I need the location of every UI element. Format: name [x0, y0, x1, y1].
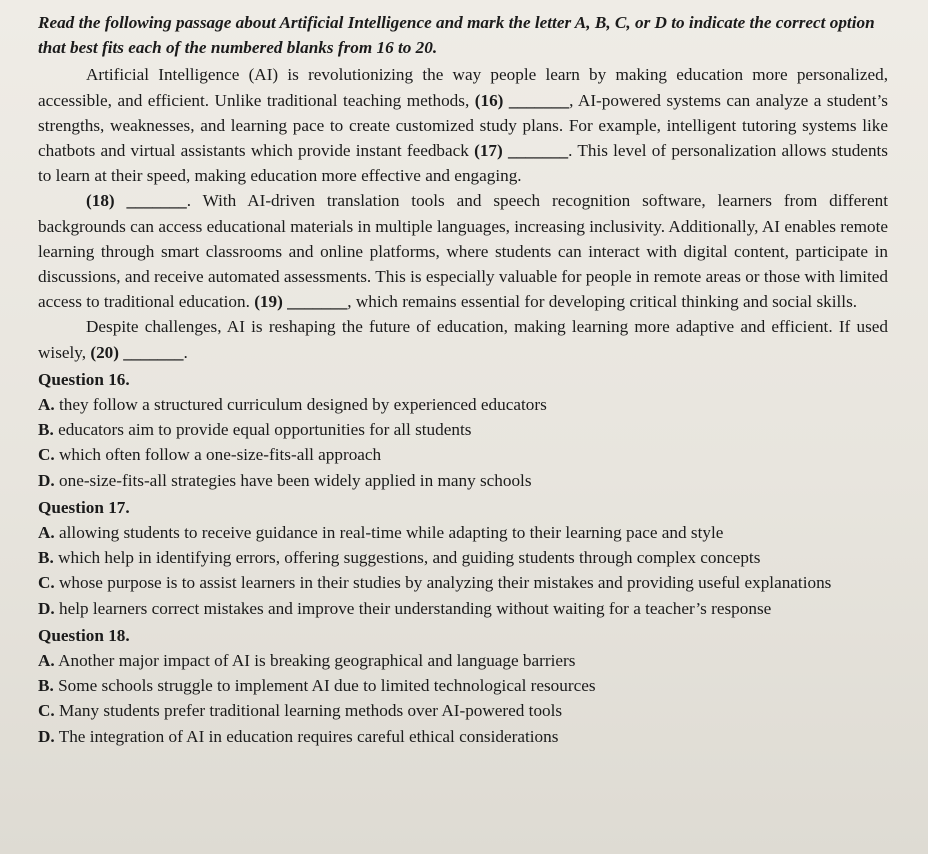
blank-19: (19) _______	[254, 292, 348, 312]
option-letter: B.	[38, 676, 54, 696]
blank-16: (16) _______	[474, 90, 570, 110]
option-c[interactable]	[38, 698, 888, 723]
passage-text: Despite challenges, AI is reshaping the future of education, making learning more adaptive and efficient. If used wisely,	[38, 317, 888, 362]
option-d[interactable]	[38, 468, 888, 493]
passage-text: . This level of personalization allows students to learn at their speed, making education more effective and engaging.	[38, 141, 888, 186]
option-letter: D.	[38, 726, 55, 746]
question-title: Question 18.	[38, 625, 130, 645]
blank-20: (20) _______	[90, 342, 184, 362]
option-a[interactable]	[38, 520, 888, 545]
option-letter: A.	[38, 651, 55, 671]
option-text: one-size-fits-all strategies have been widely applied in many schools	[59, 470, 532, 490]
option-text: Another major impact of AI is breaking geographical and language barriers	[58, 651, 576, 671]
passage-text: .	[183, 342, 188, 362]
option-letter: C.	[38, 445, 55, 465]
option-b[interactable]	[38, 673, 888, 698]
option-b[interactable]	[38, 545, 888, 570]
option-letter: A.	[38, 395, 55, 415]
option-text: Many students prefer traditional learning methods over AI-powered tools	[59, 701, 563, 721]
option-text: help learners correct mistakes and improve their understanding without waiting for a teacher’s response	[59, 598, 772, 618]
option-text: The integration of AI in education requires careful ethical considerations	[58, 726, 559, 746]
question-title: Question 16.	[38, 369, 130, 389]
passage-paragraph-3	[38, 314, 888, 364]
question-title: Question 17.	[38, 497, 130, 517]
option-text: they follow a structured curriculum designed by experienced educators	[59, 395, 547, 415]
instructions: Read the following passage about Artificial Intelligence and mark the letter A, B, C, or D to indicate the correct option that best fits each of the numbered blanks from 16 to 20.	[38, 13, 875, 58]
option-text: which help in identifying errors, offering suggestions, and guiding students through complex concepts	[58, 548, 761, 568]
option-d[interactable]	[38, 724, 888, 749]
option-letter: D.	[38, 470, 55, 490]
option-a[interactable]	[38, 392, 888, 417]
question-17	[38, 495, 888, 621]
passage-paragraph-2	[38, 188, 888, 314]
option-text: Some schools struggle to implement AI due to limited technological resources	[58, 676, 596, 696]
option-text: whose purpose is to assist learners in their studies by analyzing their mistakes and providing useful explanations	[59, 573, 832, 593]
blank-17: (17) _______	[474, 141, 569, 161]
option-d[interactable]	[38, 596, 888, 621]
passage-text: , AI-powered systems can analyze a student’s strengths, weaknesses, and learning pace to create customized study plans. For example, intelligent tutoring systems like chatbots and virtual assistants which provide instant feedback	[38, 90, 888, 161]
passage-text: , which remains essential for developing critical thinking and social skills.	[347, 292, 858, 312]
option-a[interactable]	[38, 648, 888, 673]
option-b[interactable]	[38, 417, 888, 442]
question-16	[38, 367, 888, 493]
option-text: allowing students to receive guidance in real-time while adapting to their learning pace and style	[59, 523, 724, 543]
passage-text: . With AI-driven translation tools and speech recognition software, learners from different backgrounds can access educational materials in multiple languages, increasing inclusivity. Additionally, AI enables remote learning through smart classrooms and online platforms, where students can interact with digital content, participate in discussions, and receive automated assessments. This is especially valuable for people in remote areas or those with limited access to traditional education.	[38, 191, 888, 312]
option-c[interactable]	[38, 442, 888, 467]
option-letter: C.	[38, 573, 55, 593]
option-letter: B.	[38, 420, 54, 440]
option-letter: D.	[38, 598, 55, 618]
passage-paragraph-1	[38, 62, 888, 188]
passage-text: Artificial Intelligence (AI) is revolutionizing the way people learn by making education more personalized, accessible, and efficient. Unlike traditional teaching methods,	[38, 65, 888, 110]
blank-18: (18) _______	[86, 191, 187, 211]
question-18	[38, 623, 888, 749]
option-letter: A.	[38, 523, 55, 543]
option-letter: B.	[38, 548, 54, 568]
option-letter: C.	[38, 701, 55, 721]
option-text: which often follow a one-size-fits-all approach	[59, 445, 382, 465]
option-text: educators aim to provide equal opportunities for all students	[58, 420, 472, 440]
option-c[interactable]	[38, 570, 888, 595]
